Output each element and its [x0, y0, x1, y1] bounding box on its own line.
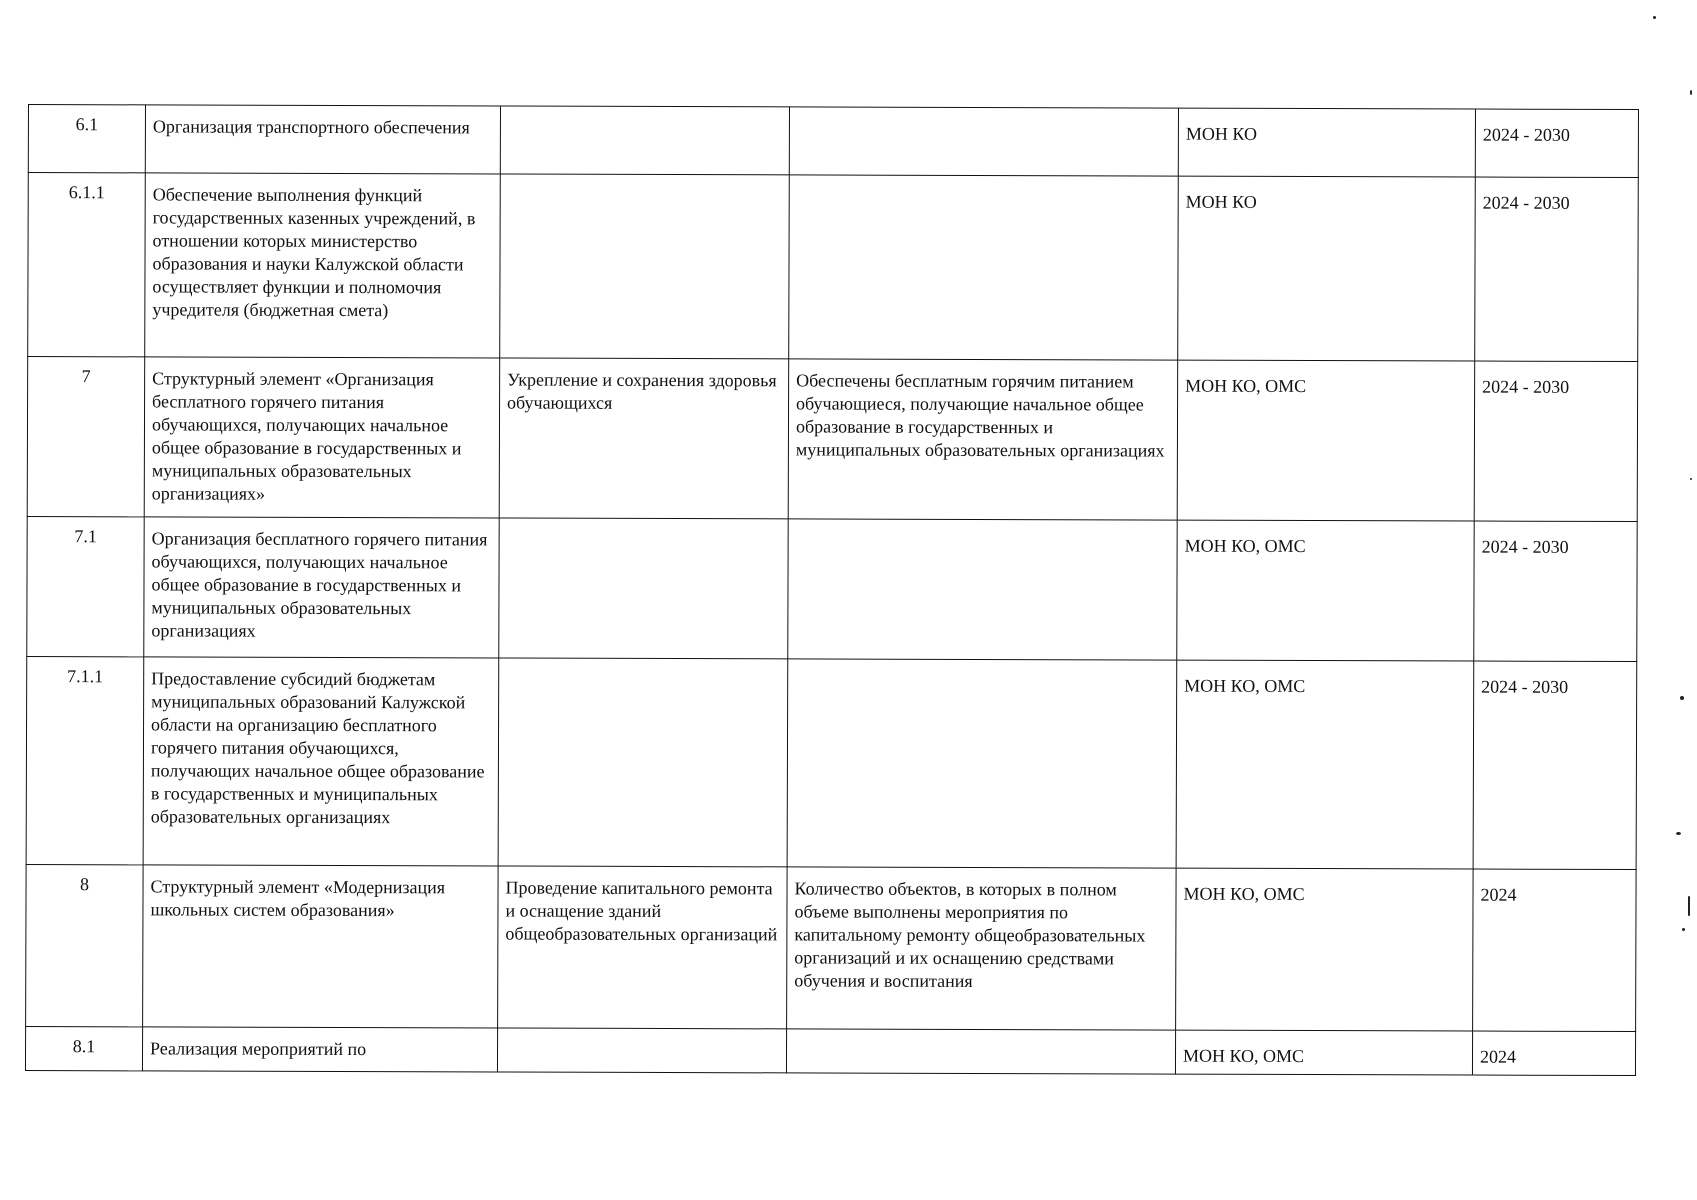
row-responsible: МОН КО, ОМС [1176, 660, 1474, 869]
row-result [787, 659, 1177, 868]
scan-speck [1690, 478, 1692, 480]
row-result [788, 519, 1177, 660]
scan-speck [1653, 16, 1656, 19]
row-responsible: МОН КО, ОМС [1176, 868, 1474, 1031]
scan-speck [1688, 896, 1690, 916]
table-row [25, 1026, 1635, 1075]
row-name: Организация транспортного обеспечения [145, 105, 500, 174]
row-period: 2024 - 2030 [1475, 177, 1639, 362]
row-period: 2024 - 2030 [1474, 521, 1637, 662]
row-responsible: МОН КО [1178, 176, 1476, 361]
row-task [498, 658, 788, 867]
row-period: 2024 [1473, 869, 1637, 1032]
scan-speck [1690, 90, 1692, 95]
row-result: Обеспечены бесплатным горячим питанием обучающиеся, получающие начальное общее образование в государственных и муниципальных образовательных организациях [788, 359, 1178, 520]
table-row [27, 357, 1637, 522]
row-task: Укрепление и сохранения здоровья обучающихся [499, 358, 789, 519]
table-row [26, 864, 1637, 1031]
row-number: 8 [26, 864, 144, 1026]
row-name: Реализация мероприятий по [142, 1027, 497, 1072]
row-task [500, 106, 789, 175]
table-row [28, 173, 1639, 362]
row-name: Структурный элемент «Модернизация школьных систем образования» [143, 865, 499, 1028]
row-responsible: МОН КО, ОМС [1177, 520, 1474, 661]
scan-speck [1676, 832, 1681, 835]
row-name: Организация бесплатного горячего питания обучающихся, получающих начальное общее образование в государственных и муниципальных образовательных организациях [144, 517, 499, 658]
row-result [789, 175, 1179, 360]
program-table [25, 104, 1639, 1076]
row-name: Структурный элемент «Организация бесплатного горячего питания обучающихся, получающих начальное общее образование в государственных и муниципальных образовательных организациях» [144, 357, 500, 518]
row-task [500, 174, 790, 359]
row-result [786, 1029, 1175, 1074]
row-number: 6.1 [28, 105, 145, 173]
row-period: 2024 - 2030 [1473, 661, 1637, 870]
row-task [497, 1028, 786, 1073]
row-period: 2024 [1472, 1031, 1635, 1076]
row-task [499, 518, 788, 659]
table-row [27, 516, 1637, 661]
row-number: 7.1 [27, 516, 144, 656]
row-name: Предоставление субсидий бюджетам муниципальных образований Калужской области на организацию бесплатного горячего питания обучающихся, получающих начальное общее образование в государственных и муниципальных образовательных организациях [143, 657, 499, 866]
row-responsible: МОН КО, ОМС [1175, 1030, 1472, 1075]
row-period: 2024 - 2030 [1474, 361, 1638, 522]
row-task: Проведение капитального ремонта и оснащение зданий общеобразовательных организаций [498, 866, 788, 1029]
table-row [26, 656, 1637, 869]
row-number: 8.1 [25, 1026, 142, 1070]
row-name: Обеспечение выполнения функций государственных казенных учреждений, в отношении которых министерство образования и науки Калужской области осуществляет функции и полномочия учредителя (бюджетная смета) [145, 173, 501, 358]
row-responsible: МОН КО, ОМС [1177, 360, 1475, 521]
scan-speck [1682, 928, 1685, 931]
scan-speck [1680, 696, 1684, 700]
row-result: Количество объектов, в которых в полном объеме выполнены мероприятия по капитальному ремонту общеобразовательных организаций и их оснащению средствами обучения и воспитания [787, 867, 1177, 1030]
row-period: 2024 - 2030 [1475, 109, 1638, 178]
row-responsible: МОН КО [1178, 108, 1475, 177]
row-result [789, 107, 1178, 176]
row-number: 7 [27, 357, 145, 517]
table-row [28, 105, 1638, 178]
row-number: 6.1.1 [28, 173, 146, 357]
row-number: 7.1.1 [26, 656, 144, 864]
